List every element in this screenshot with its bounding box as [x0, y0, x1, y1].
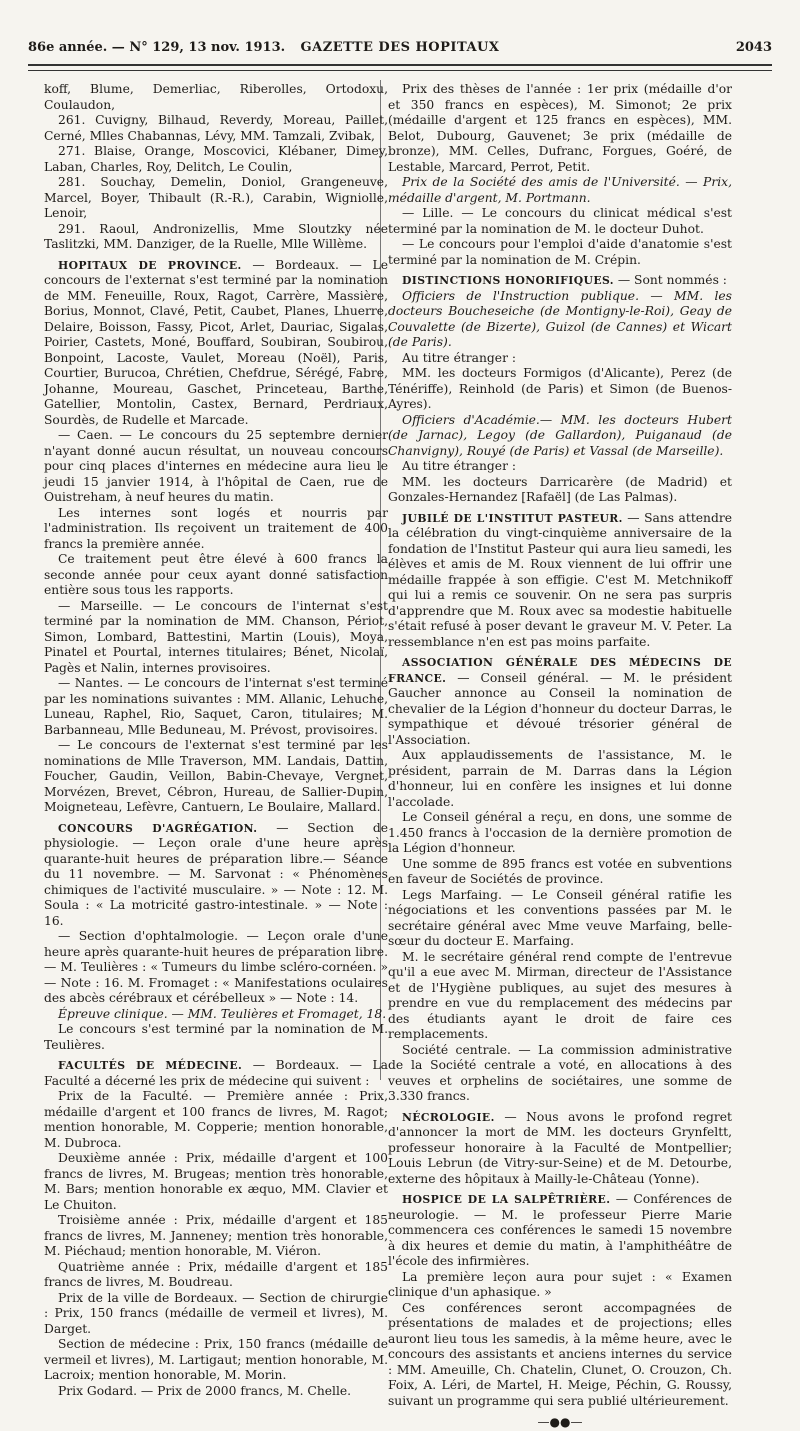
- paragraph: Prix de la Faculté. — Première année : Prix, médaille d'argent et 100 francs de livres, M. Ragot; mention honorable, M. Copperie; mention honorable, M. Dubroca.: [44, 1089, 388, 1150]
- paragraph: — Section d'ophtalmologie. — Leçon orale d'une heure après quarante-huit heures de préparation libre. — M. Teulières : « Tumeurs du limbe scléro-cornéen. » — Note : 16. M. Fromaget : « Manifestations oculaires des abcès cérébraux et cérébelleux » — Note : 14.: [44, 929, 388, 1005]
- paragraph: MM. les docteurs Darricarère (de Madrid) et Gonzales-Hernandez [Rafaël] (de Las Palmas).: [388, 474, 732, 504]
- paragraph: Ce traitement peut être élevé à 600 francs la seconde année pour ceux ayant donné satisfaction entière sous tous les rapports.: [44, 552, 388, 597]
- paragraph: — Le concours pour l'emploi d'aide d'anatomie s'est terminé par la nomination de M. Crépin.: [388, 237, 732, 267]
- paragraph: Une somme de 895 francs est votée en subventions en faveur de Sociétés de province.: [388, 856, 732, 886]
- publication-title: GAZETTE DES HOPITAUX: [300, 40, 500, 55]
- section-jubile: [388, 511, 732, 651]
- paragraph: Prix de la ville de Bordeaux. — Section de chirurgie : Prix, 150 francs (médaille de vermeil et livres), M. Darget.: [44, 1290, 388, 1336]
- section-heading: NÉCROLOGIE.: [402, 1110, 495, 1124]
- paragraph: Quatrième année : Prix, médaille d'argent et 185 francs de livres, M. Boudreau.: [44, 1259, 388, 1289]
- paragraph: 291. Raoul, Andronizellis, Mme Sloutzky née Taslitzki, MM. Danziger, de la Ruelle, Mlle Willème.: [44, 221, 388, 251]
- paragraph: Prix des thèses de l'année : 1er prix (médaille d'or et 350 francs en espèces), M. Simonot; 2e prix (médaille d'argent et 125 francs en espèces), MM. Belot, Dubourg, Gauvenet; 3e prix (médaille de bronze), MM. Celles, Dufranc, Forgues, Goéré, de Lestable, Marcard, Perrot, Petit.: [388, 82, 732, 174]
- paragraph: Aux applaudissements de l'assistance, M. le président, parrain de M. Darras dans la Légion d'honneur, lui en confère les insignes et lui donne l'accolade.: [388, 748, 732, 809]
- paragraph: — Conseil général. — M. le président Gaucher annonce au Conseil la nomination de chevalier de la Légion d'honneur du docteur Darras, le sympathique et dévoué trésorier général de l'Association.: [388, 670, 732, 747]
- paragraph: — Bordeaux. — La Faculté a décerné les prix de médecine qui suivent :: [44, 1058, 388, 1088]
- page-header: [28, 40, 772, 60]
- paragraph: Le Conseil général a reçu, en dons, une somme de 1.450 francs à l'occasion de la dernière promotion de la Légion d'honneur.: [388, 810, 732, 855]
- paragraph: Au titre étranger :: [402, 350, 517, 365]
- issue-info: 86e année. — N° 129, 13 nov. 1913.: [28, 40, 286, 55]
- section-distinctions: [388, 273, 732, 289]
- paragraph: 271. Blaise, Orange, Moscovici, Klébaner, Dimey, Laban, Charles, Roy, Delitch, Le Coulin,: [44, 144, 388, 174]
- paragraph: — Nantes. — Le concours de l'internat s'est terminé par les nominations suivantes : MM. Allanic, Lehuche, Luneau, Raphel, Rio, Saquet, Caron, titulaires; M. Barbanneau, Mlle Beduneau, M. Prévost, provisoires.: [44, 676, 388, 737]
- section-heading: JUBILÉ DE L'INSTITUT PASTEUR.: [402, 511, 623, 525]
- paragraph: Prix de la Société des amis de l'Université. — Prix, médaille d'argent, M. Portmann.: [388, 175, 732, 205]
- paragraph: Épreuve clinique. — MM. Teulières et Fromaget, 18.: [58, 1006, 387, 1021]
- section-province: [44, 258, 388, 429]
- paragraph: — Sont nommés :: [617, 273, 727, 287]
- section-faculte: [44, 1058, 388, 1089]
- paragraph: Au titre étranger :: [402, 459, 517, 473]
- paragraph: Prix Godard. — Prix de 2000 francs, M. Chelle.: [58, 1383, 352, 1398]
- section-heading: CONCOURS D'AGRÉGATION.: [58, 821, 258, 835]
- paragraph: Legs Marfaing. — Le Conseil général ratifie les négociations et les conventions passées par M. le secrétaire général avec Mme veuve Marfaing, belle-sœur du docteur E. Marfaing.: [388, 887, 732, 948]
- paragraph: — Le concours de l'externat s'est terminé par les nominations de Mlle Traverson, MM. Landais, Dattin, Foucher, Gaudin, Veillon, Babin-Chevaye, Vergnet, Morvézen, Brevet, Cébron, Hureau, de Sallier-Dupin, Moigneteau, Lefèvre, Cantuern, Le Boulaire, Mallard.: [44, 738, 388, 814]
- paragraph: — Conférences de neurologie. — M. le professeur Pierre Marie commencera ces conférences le samedi 15 novembre à dix heures et demie du matin, à l'amphithéâtre de l'école des infirmières.: [388, 1192, 732, 1268]
- left-column: [44, 82, 388, 1398]
- header-rule-thick: [28, 64, 772, 66]
- paragraph: M. le secrétaire général rend compte de l'entrevue qu'il a eue avec M. Mirman, directeur de l'Assistance et de l'Hygiène publiques, au sujet des mesures à prendre en vue du remplacement des médecins par des étudiants ayant le droit de faire ces remplacements.: [388, 949, 732, 1041]
- paragraph: koff, Blume, Demerliac, Riberolles, Ortodoxu, Coulaudon,: [44, 82, 388, 112]
- paragraph: — Caen. — Le concours du 25 septembre dernier n'ayant donné aucun résultat, un nouveau concours pour cinq places d'internes en médecine aura lieu le jeudi 15 janvier 1914, à l'hôpital de Caen, rue de Ouistreham, à neuf heures du matin.: [44, 428, 388, 504]
- paragraph: Officiers d'Académie.— MM. les docteurs Hubert (de Jarnac), Legoy (de Gallardon), Puiganaud (de Chanvigny), Rouyé (de Paris) et Vassal (de Marseille).: [388, 412, 732, 458]
- paragraph: — Nous avons le profond regret d'annoncer la mort de MM. les docteurs Grynfeltt, professeur honoraire à la Faculté de Montpellier; Louis Lebrun (de Vitry-sur-Seine) et de M. Detourbe, externe des hôpitaux à Mailly-le-Château (Yonne).: [388, 1109, 732, 1186]
- section-hospice: [388, 1192, 732, 1270]
- paragraph: Officiers de l'Instruction publique. — MM. les docteurs Boucheseiche (de Montigny-le-Roi), Geay de Couvalette (de Bizerte), Guizol (de Cannes) et Wicart (de Paris).: [388, 288, 732, 349]
- section-heading: FACULTÉS DE MÉDECINE.: [58, 1059, 243, 1072]
- right-column: [388, 82, 732, 1429]
- section-association: [388, 655, 732, 748]
- paragraph: 261. Cuvigny, Bilhaud, Reverdy, Moreau, Paillet, Cerné, Mlles Chabannas, Lévy, MM. Tamzali, Zvibak,: [44, 113, 388, 143]
- end-ornament: —●●—: [537, 1415, 583, 1429]
- paragraph: Troisième année : Prix, médaille d'argent et 185 francs de livres, M. Janneney; mention très honorable, M. Piéchaud; mention honorable, M. Viéron.: [44, 1213, 388, 1258]
- header-rule-thin: [28, 70, 772, 71]
- paragraph: MM. les docteurs Formigos (d'Alicante), Perez (de Ténériffe), Reinhold (de Paris) et Simon (de Buenos-Ayres).: [388, 366, 732, 411]
- section-heading: ASSOCIATION GÉNÉRALE DES MÉDECINS DE FRANCE.: [388, 656, 732, 685]
- paragraph: Section de médecine : Prix, 150 francs (médaille de vermeil et livres), M. Lartigaut; mention honorable, M. Lacroix; mention honorable, M. Morin.: [44, 1337, 388, 1382]
- section-necrologie: [388, 1110, 732, 1188]
- paragraph: — Bordeaux. — Le concours de l'externat s'est terminé par la nomination de MM. Feneuille, Roux, Ragot, Carrère, Massière, Borius, Monnot, Clavé, Petit, Caubet, Planes, Lhuerre, Delaire, Boisson, Fassy, Picot, Arlet, Dauriac, Sigalas, Poirier, Castets, Moné, Bouffard, Soubiran, Soubirou, Bonpoint, Lacoste, Vaulet, Moreau (Noël), Paris, Courtier, Burucoa, Chrétien, Chefdrue, Sérégé, Fabre, Johanne, Moureau, Gaschet, Princeteau, Barthe, Gatellier, Montolin, Castex, Bernard, Perdriaux, Sourdès, de Rudelle et Marcade.: [44, 257, 388, 427]
- paragraph: Les internes sont logés et nourris par l'administration. Ils reçoivent un traitement de 400 francs la première année.: [44, 505, 388, 551]
- paragraph: Société centrale. — La commission administrative de la Société centrale a voté, en allocations à des veuves et orphelins de sociétaires, une somme de 3.330 francs.: [388, 1042, 732, 1103]
- section-heading: HOPITAUX DE PROVINCE.: [58, 258, 242, 272]
- paragraph: 281. Souchay, Demelin, Doniol, Grangeneuve, Marcel, Boyer, Thibault (R.-R.), Carabin, Wigniolle, Lenoir,: [44, 175, 388, 220]
- paragraph: Le concours s'est terminé par la nomination de M. Teulières.: [44, 1022, 388, 1052]
- paragraph: — Marseille. — Le concours de l'internat s'est terminé par la nomination de MM. Chanson, Périot, Simon, Lombard, Battestini, Martin (Louis), Moya, Pinatel et Pourtal, internes titulaires; Bénet, Nicolaï, Pagès et Nalin, internes provisoires.: [44, 598, 388, 675]
- section-heading: DISTINCTIONS HONORIFIQUES.: [402, 274, 614, 287]
- paragraph: Ces conférences seront accompagnées de présentations de malades et de projections; elles auront lieu tous les samedis, à la même heure, avec le concours des assistants et anciens internes du service : MM. Ameuille, Ch. Chatelin, Clunet, O. Crouzon, Ch. Foix, A. Léri, de Martel, H. Meige, Péchin, G. Roussy, suivant un programme qui sera publié ultérieurement.: [388, 1300, 732, 1408]
- section-heading: HOSPICE DE LA SALPÊTRIÈRE.: [402, 1193, 611, 1206]
- paragraph: — Lille. — Le concours du clinicat médical s'est terminé par la nomination de M. le docteur Duhot.: [388, 206, 732, 236]
- paragraph: — Section de physiologie. — Leçon orale d'une heure après quarante-huit heures de préparation libre.— Séance du 11 novembre. — M. Sarvonat : « Phénomènes chimiques de l'activité musculaire. » — Note : 12. M. Soula : « La motricité gastro-intestinale. » — Note : 16.: [44, 820, 388, 928]
- section-agregation: [44, 821, 388, 930]
- paragraph: Deuxième année : Prix, médaille d'argent et 100 francs de livres, M. Brugeas; mention très honorable, M. Bars; mention honorable ex æquo, MM. Clavier et Le Chuiton.: [44, 1151, 388, 1212]
- paragraph: — Sans attendre la célébration du vingt-cinquième anniversaire de la fondation de l'Institut Pasteur qui aura lieu samedi, les élèves et amis de M. Roux viennent de lui offrir une médaille frappée à son effigie. C'est M. Metchnikoff qui lui a remis ce souvenir. On ne sera pas surpris d'apprendre que M. Roux avec sa modestie habituelle s'était refusé à poser devant le graveur M. V. Peter. La ressemblance n'en est pas moins parfaite.: [388, 510, 732, 649]
- page-number: 2043: [735, 40, 772, 55]
- paragraph: La première leçon aura pour sujet : « Examen clinique d'un aphasique. »: [388, 1269, 732, 1299]
